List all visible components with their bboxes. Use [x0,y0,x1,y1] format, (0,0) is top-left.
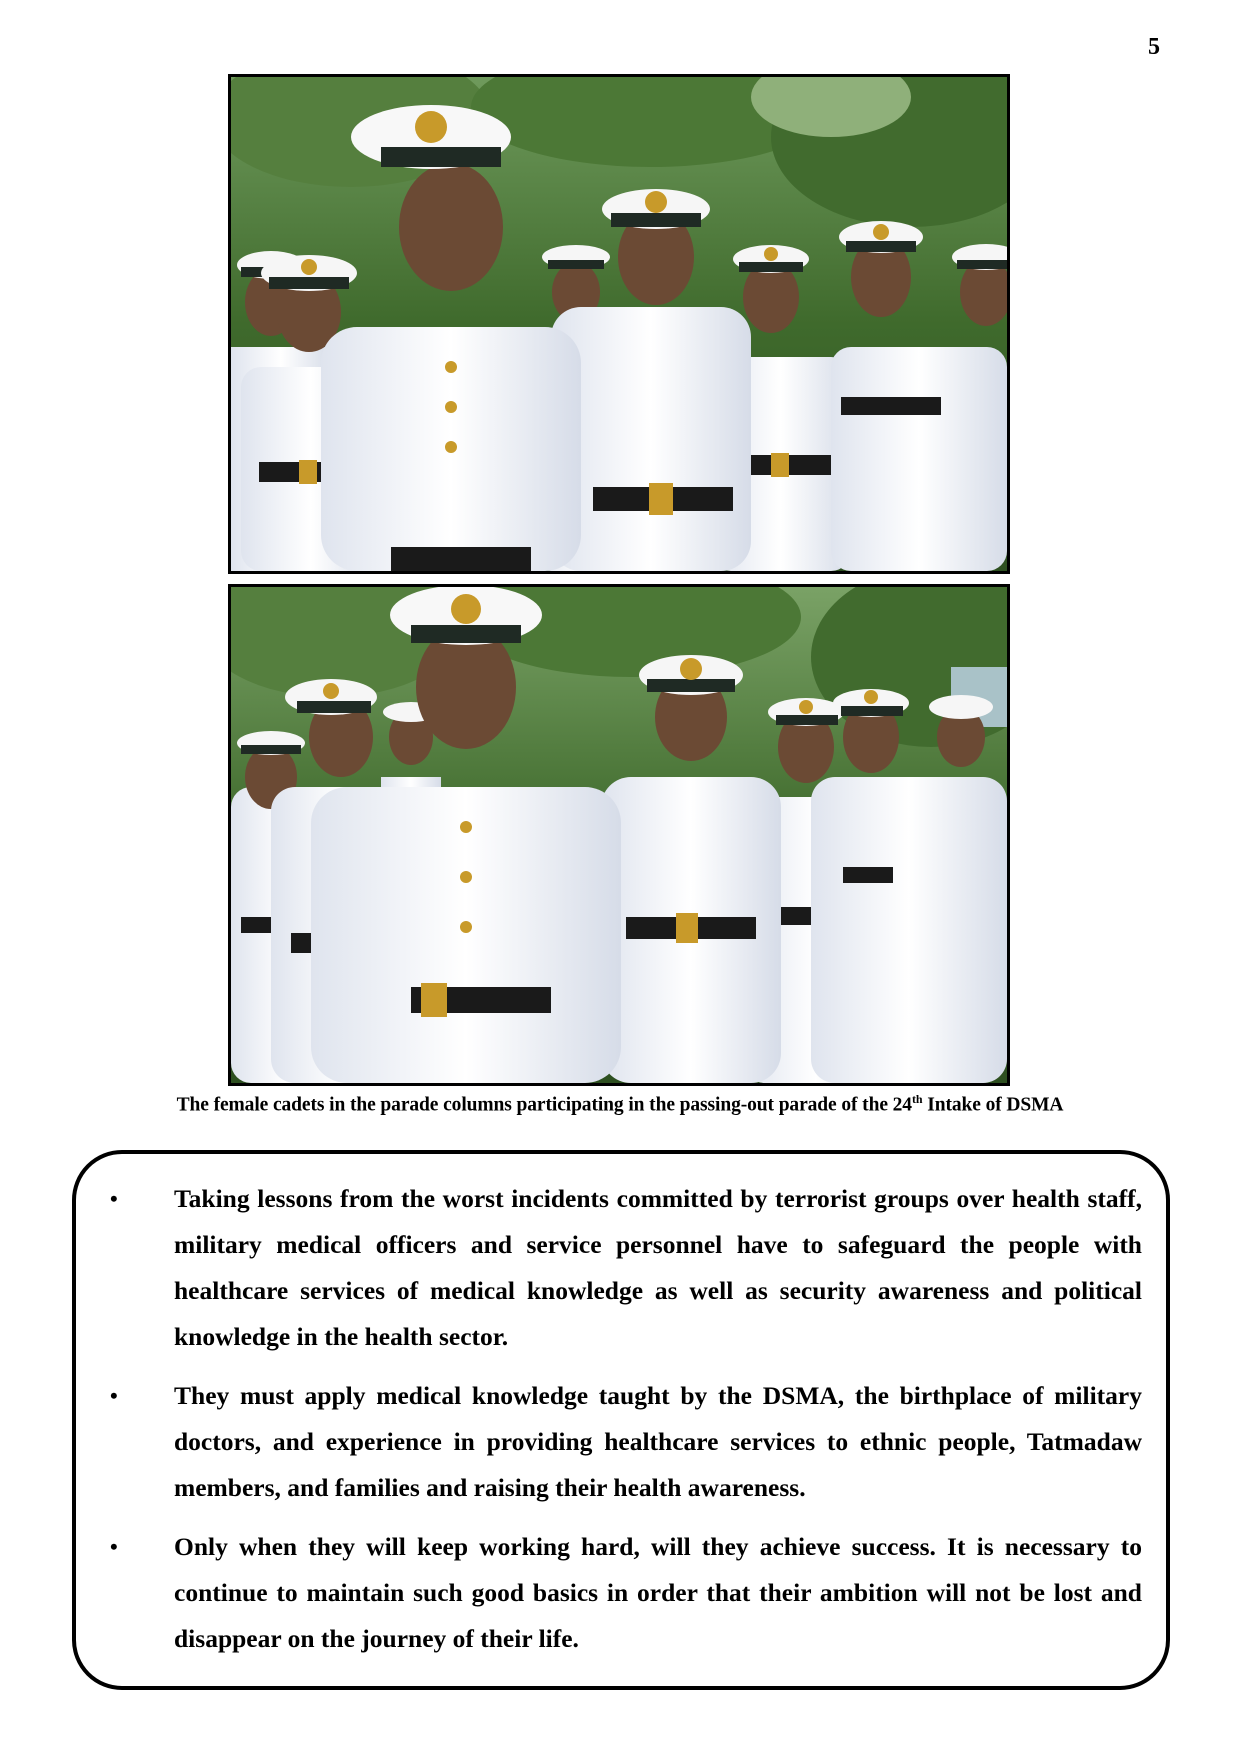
bullet-item [106,1176,1142,1360]
bullet-icon: • [110,1534,118,1559]
bullet-text: Only when they will keep working hard, will they achieve success. It is necessary to continue to maintain such good basics in order that their ambition will not be lost and disappear on the journey of their life. [174,1532,1142,1653]
bullet-item [106,1373,1142,1511]
bullet-text: Taking lessons from the worst incidents committed by terrorist groups over health staff, military medical officers and service personnel have to safeguard the people with healthcare services of medical knowledge as well as security awareness and political knowledge in the health sector. [174,1184,1142,1351]
caption-text-end: Intake of DSMA [922,1094,1064,1116]
photo-caption [0,1092,1240,1117]
parade-photo-2-image [231,587,1007,1083]
bullet-list [106,1176,1142,1675]
bullet-icon: • [110,1383,118,1408]
caption-superscript: th [911,1092,923,1106]
parade-photo-1-image [231,77,1007,571]
parade-photo-1 [228,74,1010,574]
parade-photo-2 [228,584,1010,1086]
bullet-icon: • [110,1186,118,1211]
caption-text: The female cadets in the parade columns participating in the passing-out parade of the 24 [176,1094,912,1116]
bullet-box [72,1150,1170,1690]
page-number: 5 [1148,34,1160,60]
bullet-item [106,1524,1142,1662]
bullet-text: They must apply medical knowledge taught by the DSMA, the birthplace of military doctors, and experience in providing healthcare services to ethnic people, Tatmadaw members, and families and raising their health awareness. [174,1381,1142,1502]
